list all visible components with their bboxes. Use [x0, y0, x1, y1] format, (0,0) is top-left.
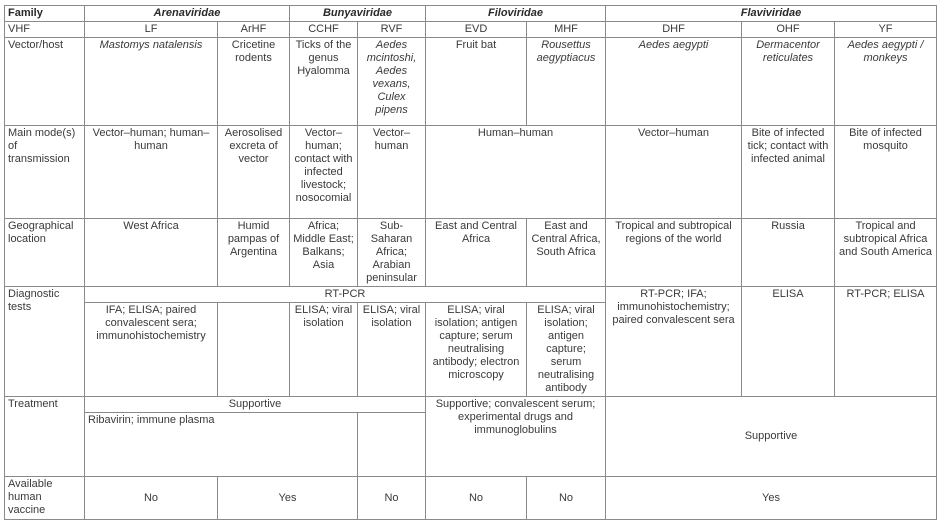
- family-filoviridae: Filoviridae: [426, 6, 606, 22]
- vhf-rvf: RVF: [358, 22, 426, 38]
- vaccine-row: [5, 477, 937, 520]
- geo-cchf: Africa; Middle East; Balkans; Asia: [290, 219, 358, 287]
- diagnostic-ohf: ELISA: [742, 287, 835, 397]
- family-flaviviridae: Flaviviridae: [606, 6, 937, 22]
- vaccine-arhf-cchf: Yes: [218, 477, 358, 520]
- diagnostic-rtpcr: RT-PCR: [85, 287, 606, 303]
- diagnostic-cchf: ELISA; viral isolation: [290, 303, 358, 397]
- treatment-supportive-top: Supportive: [85, 397, 426, 413]
- diagnostic-rvf: ELISA; viral isolation: [358, 303, 426, 397]
- vhf-yf: YF: [835, 22, 937, 38]
- vhf-comparison-table: [4, 5, 937, 520]
- vaccine-mhf: No: [527, 477, 606, 520]
- treatment-rvf: [358, 413, 426, 477]
- vhf-cchf: CCHF: [290, 22, 358, 38]
- geo-arhf: Humid pampas of Argentina: [218, 219, 290, 287]
- vaccine-lf: No: [85, 477, 218, 520]
- vector-row: [5, 38, 937, 126]
- vector-lf: Mastomys natalensis: [85, 38, 218, 126]
- vaccine-flavi: Yes: [606, 477, 937, 520]
- transmission-arhf: Aerosolised excreta of vector: [218, 126, 290, 219]
- vector-arhf: Cricetine rodents: [218, 38, 290, 126]
- geo-evd: East and Central Africa: [426, 219, 527, 287]
- diagnostic-arhf: [218, 303, 290, 397]
- geo-ohf: Russia: [742, 219, 835, 287]
- transmission-filo: Human–human: [426, 126, 606, 219]
- vhf-dhf: DHF: [606, 22, 742, 38]
- vaccine-rvf: No: [358, 477, 426, 520]
- geo-rvf: Sub-Saharan Africa; Arabian peninsular: [358, 219, 426, 287]
- geo-mhf: East and Central Africa, South Africa: [527, 219, 606, 287]
- label-vaccine: Available human vaccine: [5, 477, 85, 520]
- diagnostic-lf: IFA; ELISA; paired convalescent sera; immunohistochemistry: [85, 303, 218, 397]
- vector-cchf: Ticks of the genus Hyalomma: [290, 38, 358, 126]
- vector-mhf: Rousettus aegyptiacus: [527, 38, 606, 126]
- transmission-row: [5, 126, 937, 219]
- family-arenaviridae: Arenaviridae: [85, 6, 290, 22]
- label-transmission: Main mode(s) of transmission: [5, 126, 85, 219]
- label-treatment: Treatment: [5, 397, 85, 477]
- vhf-arhf: ArHF: [218, 22, 290, 38]
- label-vector: Vector/host: [5, 38, 85, 126]
- treatment-ribavirin: Ribavirin; immune plasma: [85, 413, 358, 477]
- vhf-evd: EVD: [426, 22, 527, 38]
- diagnostic-mhf: ELISA; viral isolation; antigen capture; serum neutralising antibody: [527, 303, 606, 397]
- geo-row: [5, 219, 937, 287]
- transmission-yf: Bite of infected mosquito: [835, 126, 937, 219]
- treatment-filo: Supportive; convalescent serum; experimental drugs and immunoglobulins: [426, 397, 606, 477]
- label-family: Family: [5, 6, 85, 22]
- vhf-ohf: OHF: [742, 22, 835, 38]
- transmission-lf: Vector–human; human–human: [85, 126, 218, 219]
- geo-yf: Tropical and subtropical Africa and South America: [835, 219, 937, 287]
- vhf-row: [5, 22, 937, 38]
- treatment-flavi: Supportive: [606, 397, 937, 477]
- transmission-ohf: Bite of infected tick; contact with infected animal: [742, 126, 835, 219]
- geo-dhf: Tropical and subtropical regions of the world: [606, 219, 742, 287]
- family-bunyaviridae: Bunyaviridae: [290, 6, 426, 22]
- vhf-lf: LF: [85, 22, 218, 38]
- treatment-row: [5, 397, 937, 413]
- vector-dhf: Aedes aegypti: [606, 38, 742, 126]
- diagnostic-evd: ELISA; viral isolation; antigen capture; serum neutralising antibody; electron microscopy: [426, 303, 527, 397]
- vector-ohf: Dermacentor reticulates: [742, 38, 835, 126]
- transmission-dhf: Vector–human: [606, 126, 742, 219]
- transmission-rvf: Vector–human: [358, 126, 426, 219]
- diagnostic-dhf: RT-PCR; IFA; immunohistochemistry; paired convalescent sera: [606, 287, 742, 397]
- vaccine-evd: No: [426, 477, 527, 520]
- family-row: [5, 6, 937, 22]
- vhf-mhf: MHF: [527, 22, 606, 38]
- geo-lf: West Africa: [85, 219, 218, 287]
- diagnostic-row: [5, 287, 937, 303]
- vector-yf: Aedes aegypti / monkeys: [835, 38, 937, 126]
- label-diagnostic: Diagnostic tests: [5, 287, 85, 397]
- transmission-cchf: Vector–human; contact with infected livestock; nosocomial: [290, 126, 358, 219]
- diagnostic-yf: RT-PCR; ELISA: [835, 287, 937, 397]
- vector-evd: Fruit bat: [426, 38, 527, 126]
- label-vhf: VHF: [5, 22, 85, 38]
- vector-rvf: Aedes mcintoshi, Aedes vexans, Culex pipens: [358, 38, 426, 126]
- label-geo: Geographical location: [5, 219, 85, 287]
